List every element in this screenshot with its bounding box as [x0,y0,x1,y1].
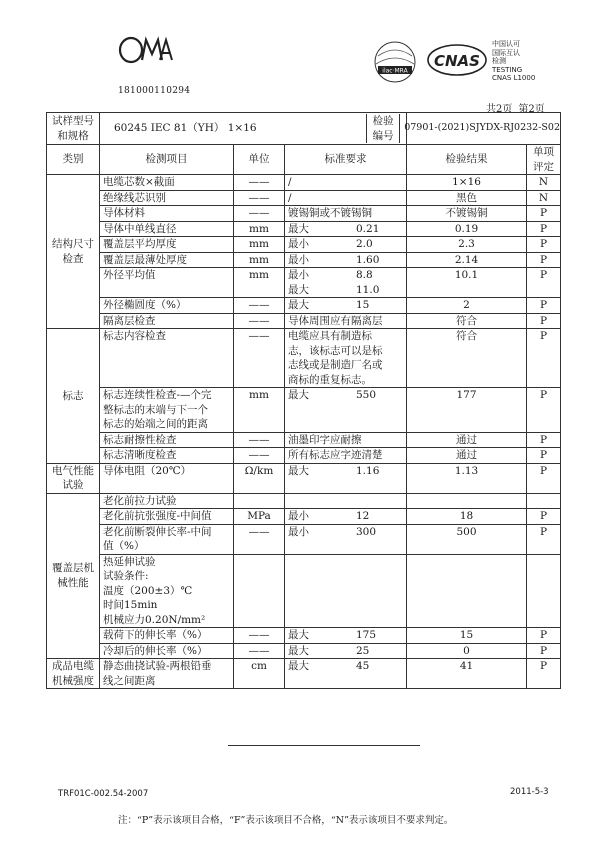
col-unit: 单位 [234,145,285,175]
report-label: 检验 编号 [366,114,400,143]
table-row: 外径椭圆度（%） —— 最大 15 2 P [47,298,561,314]
form-code: TRF01C-002.54-2007 [58,789,149,799]
svg-text:ilac·MRA: ilac·MRA [382,67,408,75]
group-structure: 结构尺寸 检查 [47,175,100,329]
table-row: 热延伸试验 试验条件: 温度（200±3）℃ 时间15min 机械应力0.20N/mm² [47,554,561,628]
col-category: 类别 [47,145,100,175]
svg-text:CNAS: CNAS [434,52,480,70]
table-row: 覆盖层机 械性能 老化前拉力试验 [47,493,561,509]
cma-logo [118,36,174,64]
table-row: 隔离层检查 —— 导体周围应有隔离层 符合 P [47,313,561,329]
table-row: 冷却后的伸长率（%） —— 最大 25 0 P [47,643,561,659]
current-page: 第2页 [518,104,545,115]
col-requirement: 标准要求 [285,145,407,175]
table-row: 导体材料 —— 镀锡铜或不镀锡铜 不镀锡铜 P [47,206,561,222]
table-row: 绝缘线芯识别 —— / 黑色 N [47,190,561,206]
col-result: 检验结果 [407,145,527,175]
group-marking: 标志 [47,329,100,464]
model-label: 试样型号 和规格 [47,113,100,145]
sample-info-row [47,113,561,145]
col-item: 检测项目 [100,145,234,175]
table-row: 标志清晰度检查 —— 所有标志应字迹清楚 通过 P [47,448,561,464]
table-row: 老化前抗张强度-中间值 MPa 最小 12 18 P [47,509,561,525]
table-row: 成品电缆 机械强度 静态曲挠试验-两根铅垂 线之间距离 cm 最大 45 41 P [47,659,561,689]
table-row: 覆盖层最薄处厚度 mm 最小 1.60 2.14 P [47,252,561,268]
table-row: 标志连续性检查-—个完 整标志的末端与下一个 标志的始端之间的距离 mm 最大 550 177 P [47,388,561,433]
table-row: 标志耐擦性检查 —— 油墨印字应耐擦 通过 P [47,432,561,448]
cert-number: 181000110294 [118,86,191,96]
table-row: 载荷下的伸长率（%） —— 最大 175 15 P [47,628,561,644]
column-header-row [47,145,561,175]
end-divider [228,745,420,746]
cnas-accreditation-text: 中国认可 国际互认 检测 TESTING CNAS L1000 [492,40,536,82]
table-row: 老化前断裂伸长率-中间 值（%） —— 最小 300 500 P [47,524,561,554]
table-row: 结构尺寸 检查 电缆芯数×截面 —— / 1×16 N [47,175,561,191]
total-pages: 共2页 [486,104,513,115]
cnas-logo [426,42,488,78]
report-number: 07901-(2021)SJYDX-RJ0232-S02 [404,122,561,134]
col-verdict: 单项 评定 [527,145,561,175]
group-finished-cable: 成品电缆 机械强度 [47,659,100,689]
table-row: 电气性能 试验 导体电阻（20℃） Ω/km 最大 1.16 1.13 P [47,463,561,493]
form-date: 2011-5-3 [510,787,549,797]
group-electrical: 电气性能 试验 [47,463,100,493]
model-value: 60245 IEC 81（YH） 1×16 [100,113,407,145]
table-row: 覆盖层平均厚度 mm 最小 2.0 2.3 P [47,237,561,253]
group-sheath-mechanical: 覆盖层机 械性能 [47,493,100,659]
table-row: 标志 标志内容检查 —— 电缆应具有制造标 志，该标志可以是标 志线或是制造厂名或 商标的重复标志。 符合 P [47,329,561,388]
test-results-table [46,112,561,689]
table-row: 导体中单线直径 mm 最大 0.21 0.19 P [47,221,561,237]
table-row: 外径平均值 mm 最小 8.8 最大 11.0 10.1 P [47,268,561,298]
ilac-mra-logo [370,40,420,84]
verdict-note: 注：“P”表示该项目合格，“F”表示该项目不合格，“N”表示该项目不要求判定。 [118,815,454,826]
